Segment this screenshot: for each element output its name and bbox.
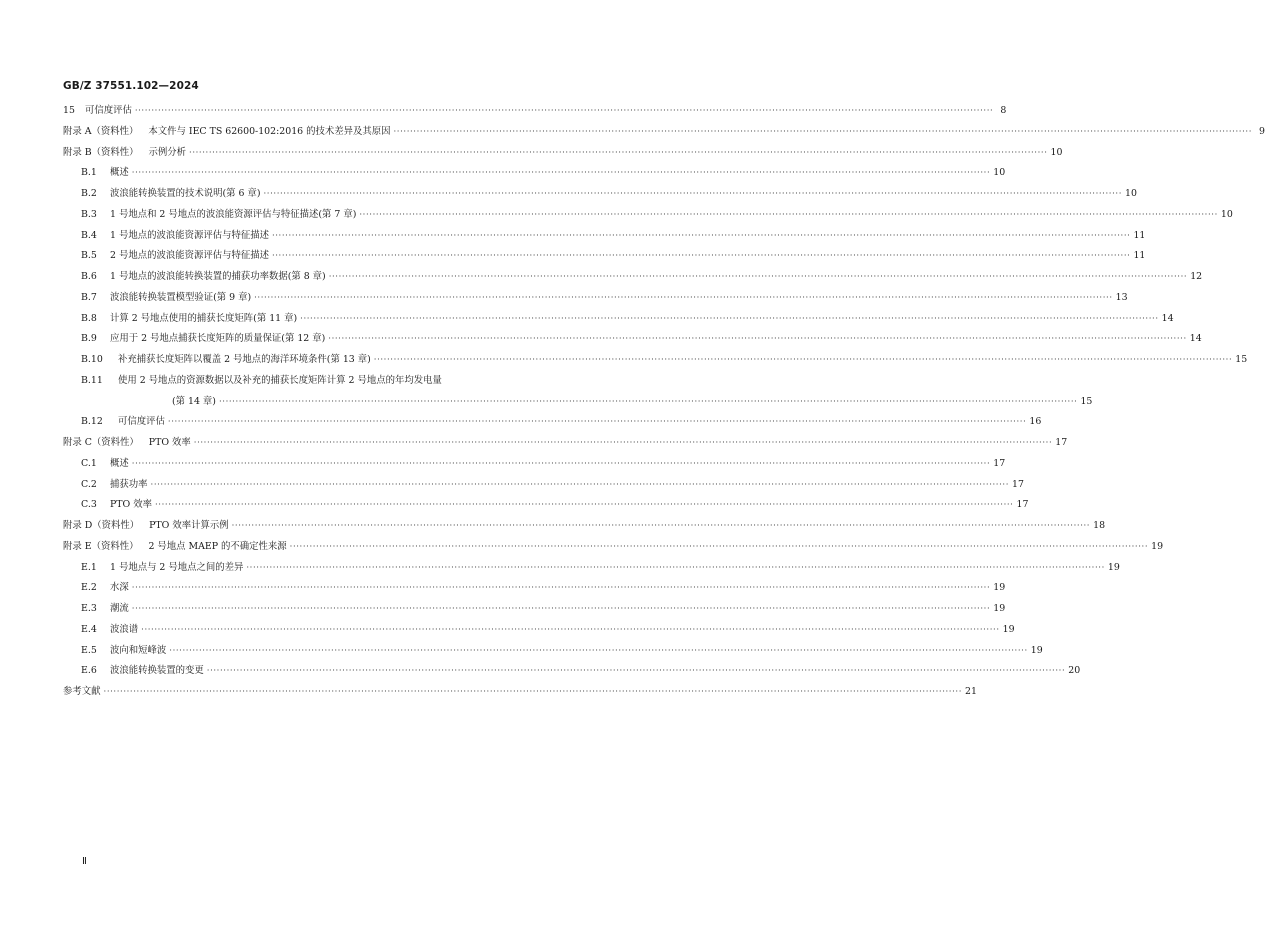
toc-leader-dots: ···································································································································································································································································· bbox=[289, 541, 1149, 552]
toc-entry-number: E.1 bbox=[81, 561, 97, 573]
toc-leader-dots: ···································································································································································································································································· bbox=[359, 209, 1218, 220]
toc-leader-dots: ···································································································································································································································································· bbox=[373, 355, 1233, 365]
toc-entry-number: C.3 bbox=[81, 499, 97, 511]
toc-entry[interactable] bbox=[81, 641, 1043, 661]
toc-entry-title: 计算 2 号地点使用的捕获长度矩阵(第 11 章) bbox=[110, 312, 298, 324]
toc-entry[interactable] bbox=[81, 661, 1081, 681]
toc-entry-title: 本文件与 IEC TS 62600-102:2016 的技术差异及其原因 bbox=[148, 125, 391, 137]
toc-entry-title: 概述 bbox=[110, 167, 129, 179]
toc-entry[interactable] bbox=[172, 392, 1093, 412]
toc-entry-title: 可信度评估 bbox=[118, 416, 165, 428]
toc-leader-dots: ···································································································································································································································································· bbox=[246, 562, 1105, 573]
toc-entry-page: 16 bbox=[1029, 416, 1042, 428]
toc-entry[interactable] bbox=[63, 122, 1265, 142]
toc-entry-title: 1 号地点与 2 号地点之间的差异 bbox=[110, 561, 244, 573]
toc-leader-dots: ···································································································································································································································································· bbox=[131, 604, 991, 614]
toc-entry-title: 波向和短峰波 bbox=[110, 644, 167, 656]
toc-entry-number: 15 bbox=[63, 105, 75, 116]
toc-entry-page: 20 bbox=[1068, 665, 1081, 677]
toc-entry-title: 波浪能转换装置模型验证(第 9 章) bbox=[110, 291, 252, 303]
toc-entry-title: PTO 效率计算示例 bbox=[149, 520, 229, 531]
toc-entry-title: 水深 bbox=[110, 582, 129, 594]
toc-entry-page: 10 bbox=[1125, 188, 1137, 199]
toc-entry-number: 附录 A（资料性） bbox=[63, 125, 139, 137]
toc-entry-title: 示例分析 bbox=[148, 146, 187, 158]
toc-entry-page: 13 bbox=[1115, 291, 1128, 303]
toc-entry-page: 18 bbox=[1093, 520, 1106, 531]
toc-entry-page: 19 bbox=[1030, 644, 1043, 656]
toc-entry-title: 波浪谱 bbox=[110, 623, 139, 635]
toc-entry-title: 潮流 bbox=[110, 603, 129, 614]
toc-entry-title: 补充捕获长度矩阵以覆盖 2 号地点的海洋环境条件(第 13 章) bbox=[118, 354, 371, 365]
toc-leader-dots: ···································································································································································································································································· bbox=[328, 334, 1187, 345]
toc-entry[interactable] bbox=[81, 371, 582, 391]
toc-entry[interactable] bbox=[63, 516, 1106, 536]
toc-entry-number: E.6 bbox=[81, 665, 97, 677]
toc-entry[interactable] bbox=[81, 578, 1006, 598]
toc-leader-dots: ···································································································································································································································································· bbox=[131, 583, 991, 594]
toc-entry-number: 附录 B（资料性） bbox=[63, 146, 139, 158]
toc-entry-number: C.2 bbox=[81, 478, 97, 490]
toc-entry-title: 捕获功率 bbox=[110, 478, 148, 490]
toc-entry-number: B.10 bbox=[81, 354, 103, 365]
toc-leader-dots: ···································································································································································································································································· bbox=[231, 521, 1091, 531]
toc-entry-page: 17 bbox=[1016, 499, 1029, 511]
toc-entry[interactable] bbox=[63, 101, 1007, 121]
toc-leader-dots: ···································································································································································································································································· bbox=[154, 500, 1014, 511]
toc-entry[interactable] bbox=[81, 246, 1146, 266]
toc-leader-dots: ···································································································································································································································································· bbox=[193, 438, 1053, 448]
toc-entry-page: 19 bbox=[993, 603, 1006, 614]
standard-id-header: GB/Z 37551.102—2024 bbox=[63, 80, 199, 92]
toc-entry-page: 17 bbox=[993, 457, 1006, 469]
toc-entry[interactable] bbox=[81, 309, 1174, 329]
toc-entry-page: 21 bbox=[965, 686, 977, 697]
toc-entry-number: B.7 bbox=[81, 291, 97, 303]
page-number: Ⅱ bbox=[82, 856, 87, 867]
toc-leader-dots: ···································································································································································································································································· bbox=[131, 458, 991, 469]
toc-entry-title: PTO 效率 bbox=[148, 437, 191, 448]
toc-entry-number: B.11 bbox=[81, 374, 103, 386]
toc-entry-page: 17 bbox=[1055, 437, 1068, 448]
toc-entry[interactable] bbox=[63, 433, 1068, 453]
toc-entry-page: 8 bbox=[1000, 105, 1007, 116]
toc-entry-number: B.6 bbox=[81, 271, 97, 282]
toc-entry-number: E.5 bbox=[81, 644, 97, 656]
toc-leader-dots: ···································································································································································································································································· bbox=[189, 147, 1048, 158]
toc-leader-dots: ···································································································································································································································································· bbox=[328, 272, 1188, 282]
toc-entry-title: 2 号地点 MAEP 的不确定性来源 bbox=[148, 540, 287, 552]
toc-entry[interactable] bbox=[81, 558, 1120, 578]
toc-entry-title: 应用于 2 号地点捕获长度矩阵的质量保证(第 12 章) bbox=[110, 333, 326, 345]
toc-entry-number: E.4 bbox=[81, 623, 97, 635]
toc-entry-title: 参考文献 bbox=[63, 686, 101, 697]
toc-entry-number: B.2 bbox=[81, 188, 97, 199]
toc-entry-number: E.2 bbox=[81, 582, 97, 594]
toc-entry-title: 1 号地点的波浪能资源评估与特征描述 bbox=[110, 229, 269, 241]
toc-entry[interactable] bbox=[81, 205, 1233, 225]
toc-entry-page: 15 bbox=[1235, 354, 1248, 365]
toc-entry[interactable] bbox=[81, 350, 1248, 370]
toc-entry[interactable] bbox=[81, 184, 1137, 204]
toc-leader-dots: ···································································································································································································································································· bbox=[300, 313, 1159, 324]
toc-entry-title: 1 号地点和 2 号地点的波浪能资源评估与特征描述(第 7 章) bbox=[110, 208, 357, 220]
toc-entry[interactable] bbox=[81, 163, 1006, 183]
toc-leader-dots: ···································································································································································································································································· bbox=[254, 292, 1113, 303]
toc-entry-title: 1 号地点的波浪能转换装置的捕获功率数据(第 8 章) bbox=[110, 271, 326, 282]
toc-entry-title: 波浪能转换装置的技术说明(第 6 章) bbox=[110, 188, 261, 199]
toc-entry[interactable] bbox=[81, 329, 1202, 349]
toc-entry-page: 11 bbox=[1133, 250, 1146, 262]
toc-leader-dots: ···································································································································································································································································· bbox=[134, 106, 994, 116]
toc-entry-page: 10 bbox=[993, 167, 1006, 179]
toc-leader-dots: ···································································································································································································································································· bbox=[131, 168, 991, 179]
toc-entry-title: 波浪能转换装置的变更 bbox=[110, 665, 204, 677]
toc-entry-page: 19 bbox=[1151, 540, 1164, 552]
toc-entry-number: C.1 bbox=[81, 457, 97, 469]
toc-entry-number: B.3 bbox=[81, 208, 97, 220]
toc-entry[interactable] bbox=[81, 620, 1015, 640]
toc-leader-dots: ···································································································································································································································································· bbox=[141, 624, 1000, 635]
toc-entry-page: 10 bbox=[1050, 146, 1063, 158]
toc-leader-dots: ···································································································································································································································································· bbox=[169, 645, 1028, 656]
toc-entry[interactable] bbox=[81, 475, 1024, 495]
toc-entry[interactable] bbox=[81, 226, 1146, 246]
toc-entry-page: 14 bbox=[1161, 312, 1174, 324]
toc-leader-dots: ···································································································································································································································································· bbox=[103, 687, 963, 697]
toc-entry-page: 17 bbox=[1012, 478, 1024, 490]
toc-entry-number: 附录 D（资料性） bbox=[63, 520, 140, 531]
toc-leader-dots: ···································································································································································································································································· bbox=[206, 666, 1066, 677]
toc-entry[interactable] bbox=[81, 267, 1203, 287]
toc-entry-page: 14 bbox=[1189, 333, 1202, 345]
toc-entry-number: 附录 C（资料性） bbox=[63, 437, 139, 448]
toc-entry-page: 19 bbox=[1107, 561, 1120, 573]
toc-leader-dots: ···································································································································································································································································· bbox=[218, 396, 1078, 407]
toc-leader-dots: ···································································································································································································································································· bbox=[263, 189, 1122, 199]
toc-entry-number: B.9 bbox=[81, 333, 97, 345]
toc-entry[interactable] bbox=[81, 599, 1006, 619]
toc-entry[interactable] bbox=[81, 412, 1042, 432]
toc-entry-number: B.12 bbox=[81, 416, 103, 428]
toc-entry-number: B.1 bbox=[81, 167, 97, 179]
toc-entry-page: 9 bbox=[1259, 125, 1265, 137]
toc-entry-page: 19 bbox=[993, 582, 1006, 594]
toc-entry-number: B.4 bbox=[81, 229, 97, 241]
toc-entry-page: 12 bbox=[1190, 271, 1203, 282]
toc-entry-number: B.5 bbox=[81, 250, 97, 262]
toc-entry-title: 使用 2 号地点的资源数据以及补充的捕获长度矩阵计算 2 号地点的年均发电量 bbox=[118, 374, 442, 386]
toc-leader-dots: ···································································································································································································································································· bbox=[167, 417, 1027, 428]
toc-entry-number: 附录 E（资料性） bbox=[63, 540, 139, 552]
toc-leader-dots: ···································································································································································································································································· bbox=[271, 251, 1131, 262]
toc-leader-dots: ···································································································································································································································································· bbox=[271, 230, 1131, 241]
toc-entry-page: 11 bbox=[1133, 229, 1146, 241]
toc-entry-title: 可信度评估 bbox=[84, 105, 132, 116]
toc-entry-title: (第 14 章) bbox=[172, 395, 216, 407]
toc-entry[interactable] bbox=[63, 143, 1063, 163]
toc-entry[interactable] bbox=[63, 537, 1164, 557]
toc-entry[interactable] bbox=[81, 495, 1029, 515]
toc-entry-title: 概述 bbox=[110, 457, 129, 469]
toc-entry-number: B.8 bbox=[81, 312, 97, 324]
toc-entry[interactable] bbox=[63, 682, 977, 702]
toc-entry-title: 2 号地点的波浪能资源评估与特征描述 bbox=[110, 250, 269, 262]
toc-entry[interactable] bbox=[81, 454, 1006, 474]
toc-entry-title: PTO 效率 bbox=[110, 499, 152, 511]
toc-leader-dots: ···································································································································································································································································· bbox=[393, 126, 1252, 137]
toc-entry-page: 19 bbox=[1002, 623, 1015, 635]
toc-entry-page: 10 bbox=[1220, 208, 1233, 220]
toc-entry[interactable] bbox=[81, 288, 1128, 308]
toc-entry-page: 15 bbox=[1080, 395, 1093, 407]
toc-leader-dots: ···································································································································································································································································· bbox=[150, 479, 1010, 490]
toc-entry-number: E.3 bbox=[81, 603, 97, 614]
